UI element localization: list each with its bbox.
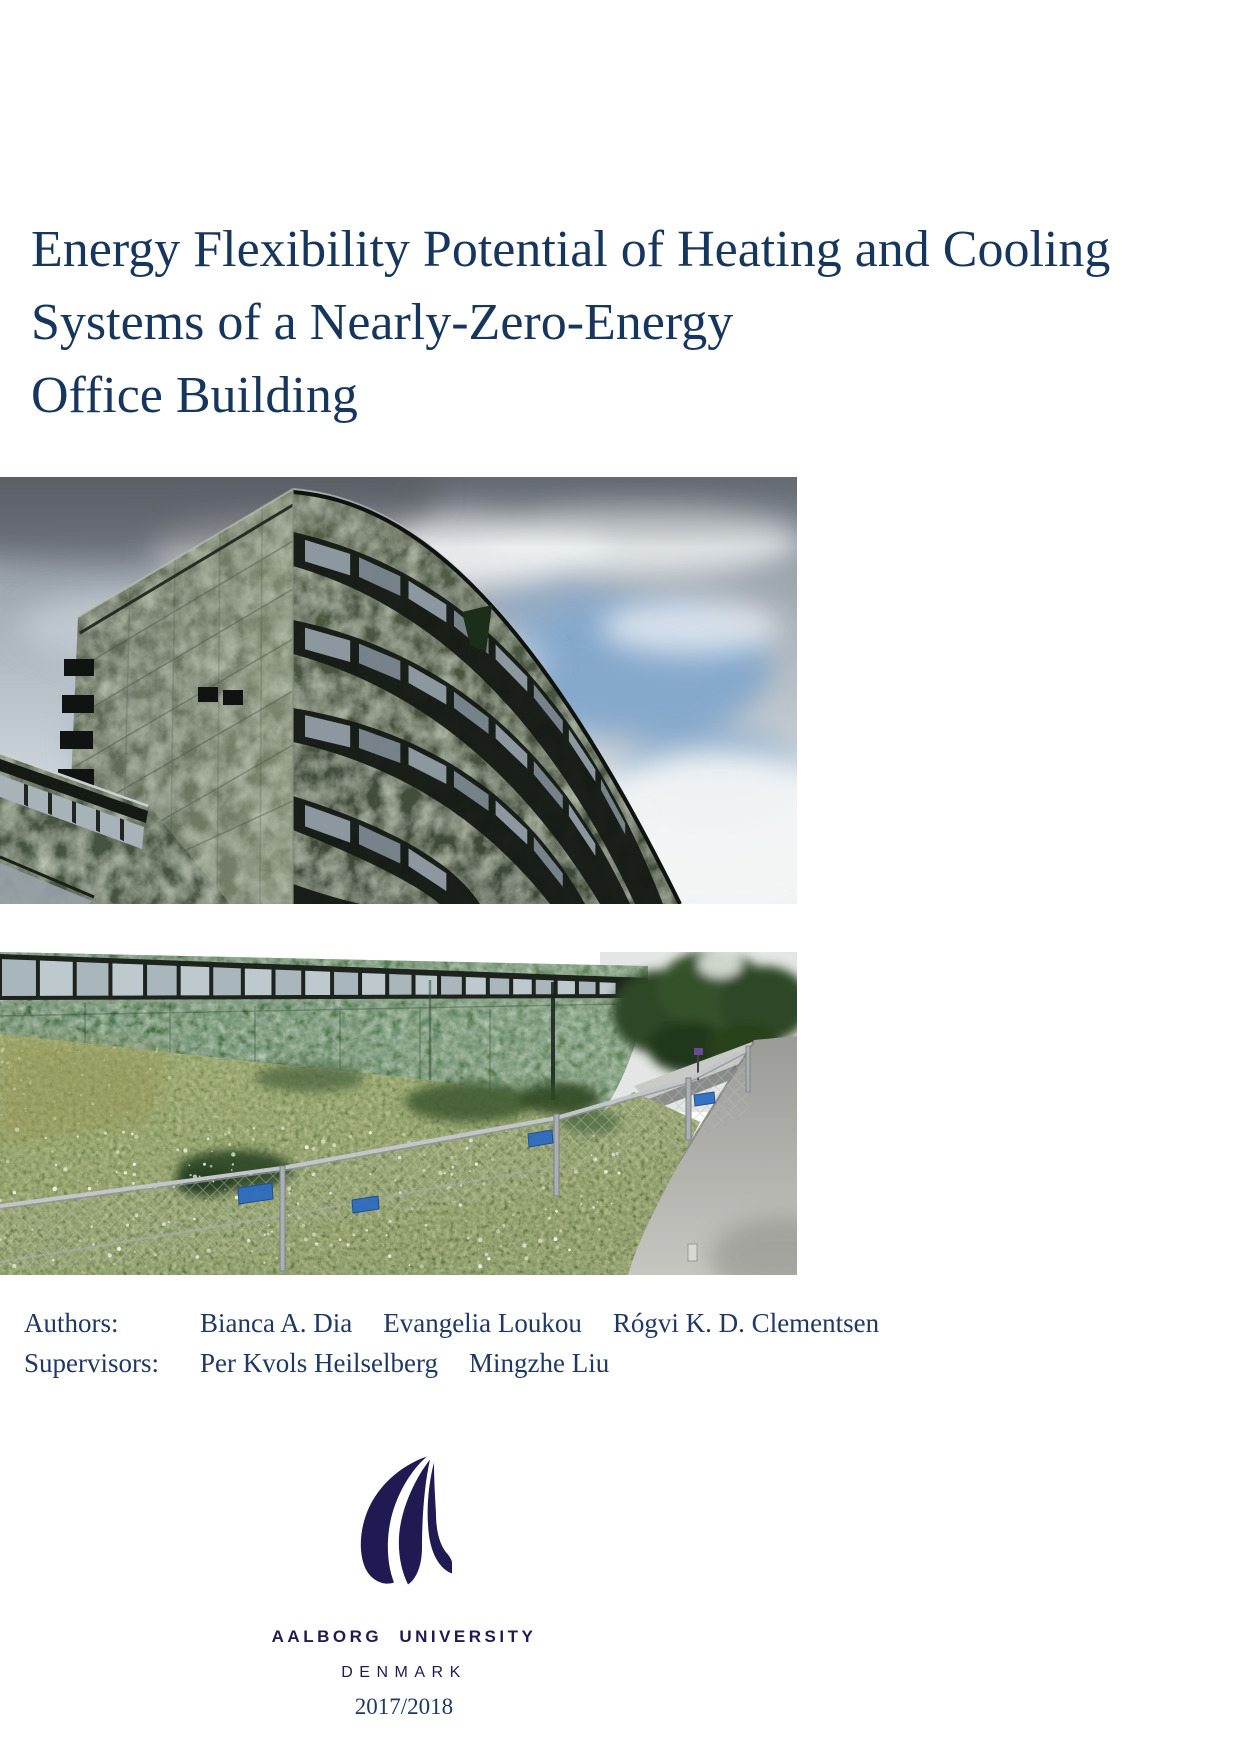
- author-name: Bianca A. Dia: [200, 1308, 353, 1338]
- author-name: Evangelia Loukou: [383, 1308, 582, 1338]
- university-name: AALBORG UNIVERSITY: [271, 1627, 537, 1646]
- bollard: [688, 1244, 697, 1261]
- building-facade-meadow-photo: [0, 952, 797, 1275]
- title-line-3: Office Building: [31, 367, 358, 424]
- page-title: [31, 213, 1110, 432]
- title-line-1: Energy Flexibility Potential of Heating and Cooling: [31, 221, 1111, 278]
- supervisors-row: [24, 1343, 910, 1383]
- author-name: Rógvi K. D. Clementsen: [612, 1308, 880, 1338]
- supervisor-name: Mingzhe Liu: [468, 1348, 610, 1378]
- building-corner-photo: [0, 477, 797, 904]
- purple-sign: [694, 1048, 703, 1055]
- title-line-2: Systems of a Nearly-Zero-Energy: [31, 294, 734, 351]
- credits-block: [24, 1303, 910, 1383]
- aalborg-university-logo-icon: [356, 1455, 452, 1588]
- supervisors-label: Supervisors:: [24, 1348, 159, 1378]
- authors-label: Authors:: [24, 1308, 119, 1338]
- academic-year: 2017/2018: [354, 1694, 454, 1719]
- university-country: DENMARK: [341, 1664, 467, 1681]
- authors-row: [24, 1303, 910, 1343]
- supervisor-name: Per Kvols Heilselberg: [200, 1348, 438, 1378]
